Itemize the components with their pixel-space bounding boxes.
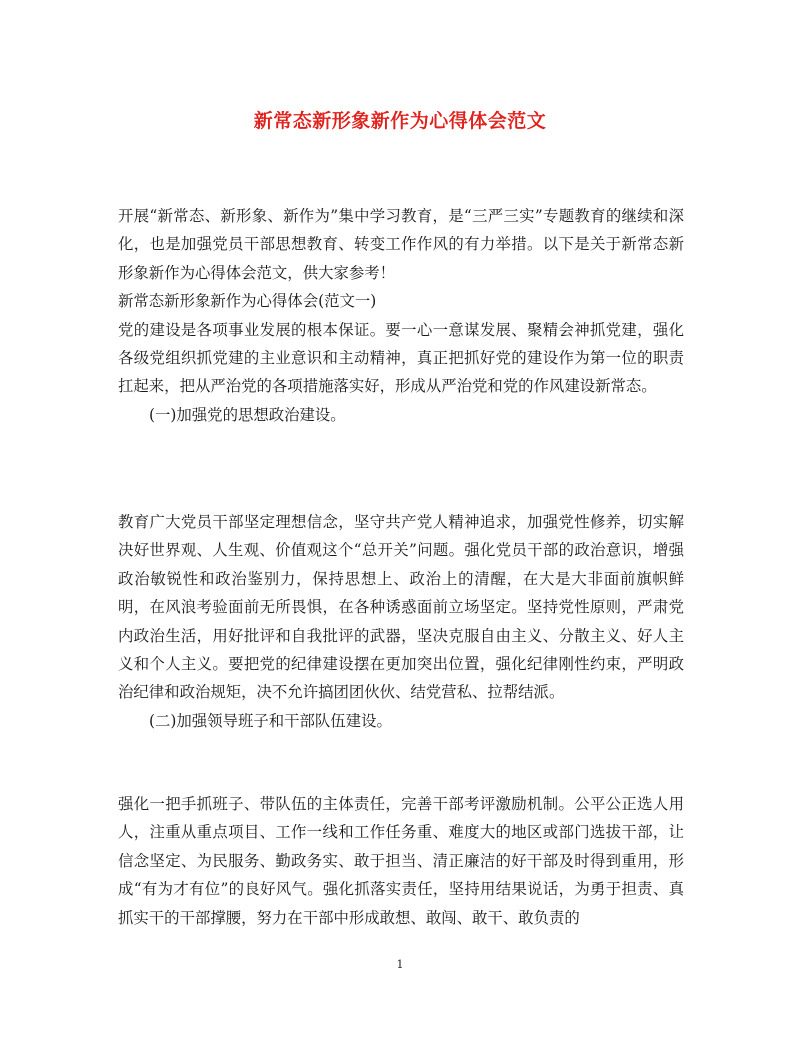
- section-1-heading: (一)加强党的思想政治建设。: [149, 405, 346, 424]
- subheading: 新常态新形象新作为心得体会(范文一): [118, 292, 377, 311]
- section-1-body: [118, 508, 684, 735]
- paragraph-3: 强化一把手抓班子、带队伍的主体责任，完善干部考评激励机制。公平公正选人用人，注重从重点项目、工作一线和工作任务重、难度大的地区或部门选拔干部，让信念坚定、为民服务、勤政务实、敢于担当、清正廉洁的好干部及时得到重用，形成“有为才有位”的良好风气。强化抓落实责任，坚持用结果说话，为勇于担责、真抓实干的干部撑腰，努力在干部中形成敢想、敢闯、敢干、敢负责的: [118, 795, 684, 927]
- intro-paragraph: 开展“新常态、新形象、新作为”集中学习教育，是“三严三实”专题教育的继续和深化，也是加强党员干部思想教育、转变工作作风的有力举措。以下是关于新常态新形象新作为心得体会范文，供大家参考！: [118, 207, 684, 282]
- section-2-body: [118, 790, 684, 932]
- intro-block: [118, 202, 684, 429]
- paragraph-2: 教育广大党员干部坚定理想信念，坚守共产党人精神追求，加强党性修养，切实解决好世界观、人生观、价值观这个“总开关”问题。强化党员干部的政治意识，增强政治敏锐性和政治鉴别力，保持思想上、政治上的清醒，在大是大非面前旗帜鲜明，在风浪考验面前无所畏惧，在各种诱惑面前立场坚定。坚持党性原则，严肃党内政治生活，用好批评和自我批评的武器，坚决克服自由主义、分散主义、好人主义和个人主义。要把党的纪律建设摆在更加突出位置，强化纪律刚性约束，严明政治纪律和政治规矩，决不允许搞团团伙伙、结党营私、拉帮结派。: [118, 513, 684, 702]
- page-number: 1: [396, 958, 404, 971]
- document-title: 新常态新形象新作为心得体会范文: [253, 110, 547, 132]
- paragraph-1: 党的建设是各项事业发展的根本保证。要一心一意谋发展、聚精会神抓党建，强化各级党组织抓党建的主业意识和主动精神，真正把抓好党的建设作为第一位的职责扛起来，把从严治党的各项措施落实好，形成从严治党和党的作风建设新常态。: [118, 320, 684, 396]
- section-2-heading: (二)加强领导班子和干部队伍建设。: [149, 711, 392, 730]
